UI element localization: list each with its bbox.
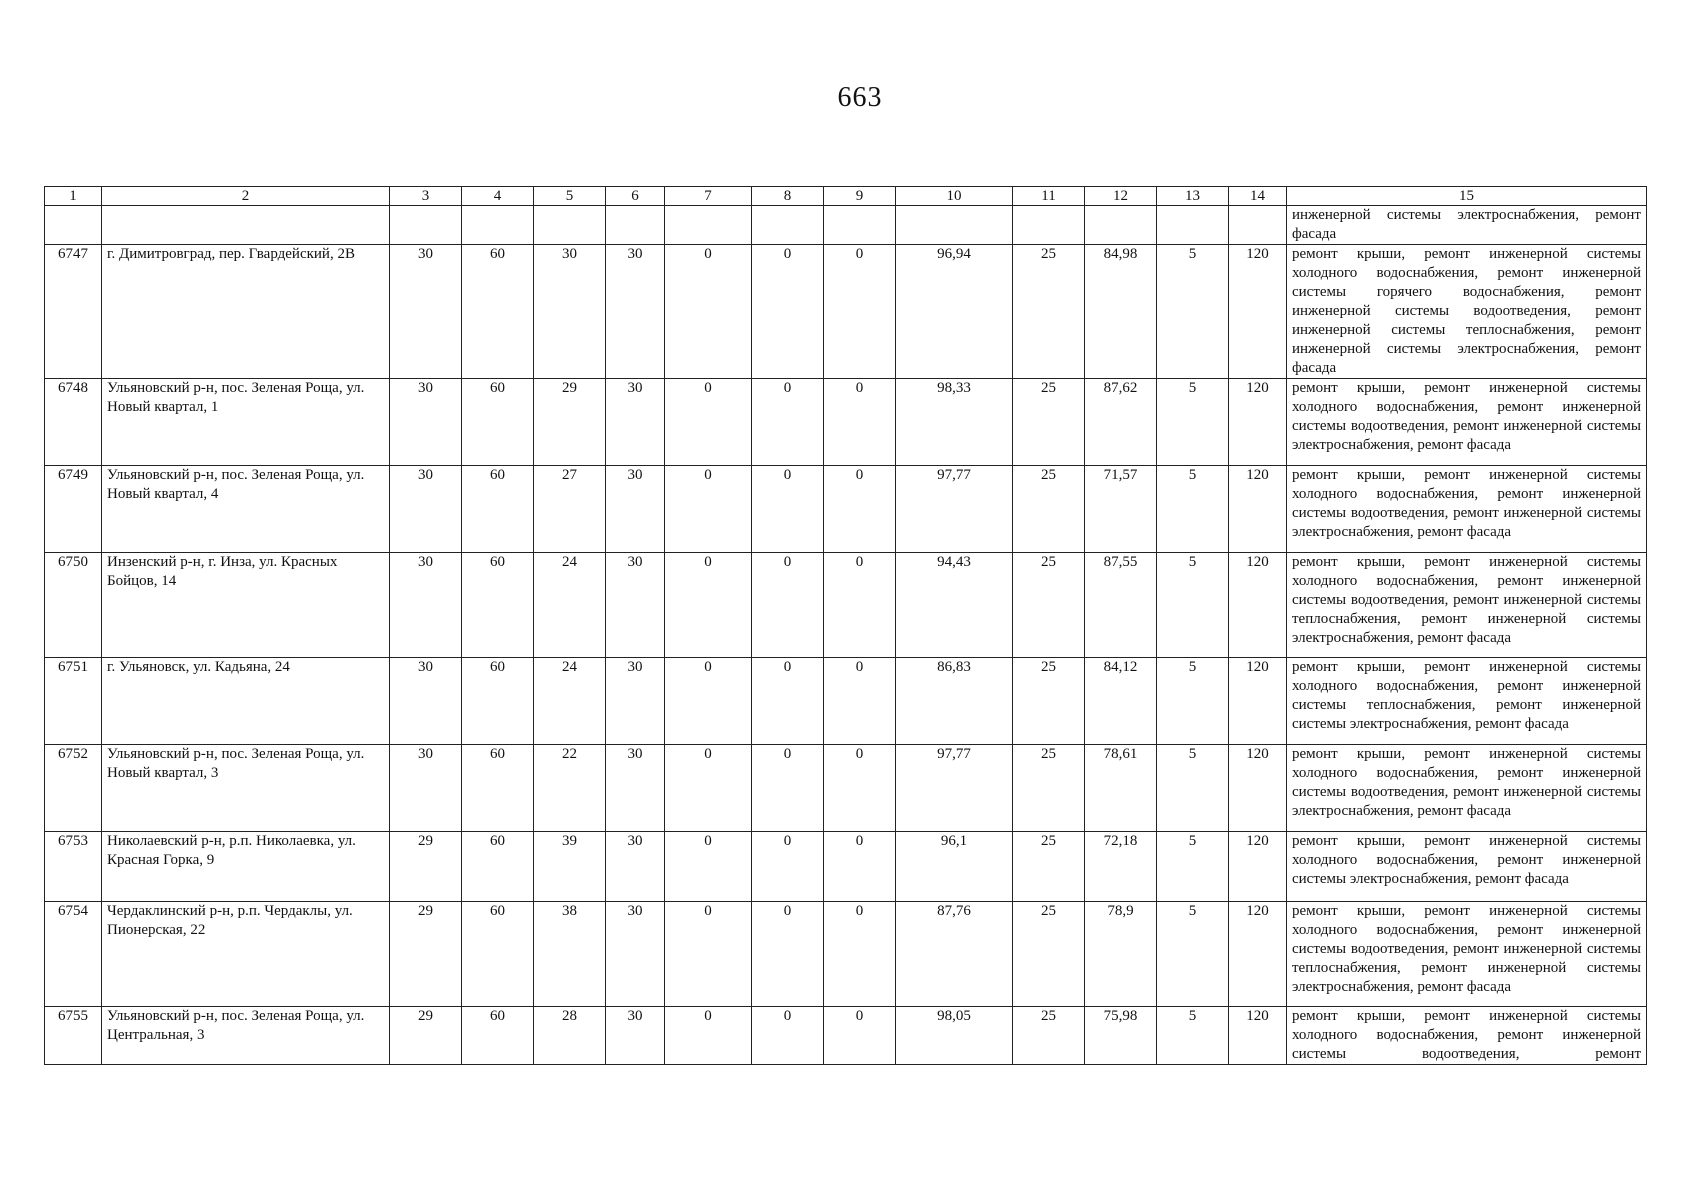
table-row (45, 245, 1647, 379)
value-cell: 27 (534, 466, 606, 553)
row-number-cell: 6755 (45, 1007, 102, 1065)
column-header-1: 1 (45, 187, 102, 206)
continuation-cell (1085, 206, 1157, 245)
value-cell: 5 (1157, 245, 1229, 379)
column-header-7: 7 (665, 187, 752, 206)
value-cell: 120 (1229, 245, 1287, 379)
continuation-cell (824, 206, 896, 245)
value-cell: 28 (534, 1007, 606, 1065)
value-cell: 25 (1013, 745, 1085, 832)
row-number-cell: 6753 (45, 832, 102, 902)
value-cell: 5 (1157, 658, 1229, 745)
value-cell: 96,1 (896, 832, 1013, 902)
row-number-cell: 6748 (45, 379, 102, 466)
continuation-cell (534, 206, 606, 245)
value-cell: 39 (534, 832, 606, 902)
table-row (45, 745, 1647, 832)
value-cell: 97,77 (896, 745, 1013, 832)
column-header-10: 10 (896, 187, 1013, 206)
address-cell: Ульяновский р-н, пос. Зеленая Роща, ул. Новый квартал, 4 (102, 466, 390, 553)
works-cell: ремонт крыши, ремонт инженерной системы холодного водоснабжения, ремонт инженерной системы теплоснабжения, ремонт инженерной системы электроснабжения, ремонт фасада (1287, 658, 1647, 745)
register-table (44, 186, 1647, 1065)
value-cell: 0 (752, 832, 824, 902)
value-cell: 120 (1229, 1007, 1287, 1065)
value-cell: 5 (1157, 379, 1229, 466)
value-cell: 30 (606, 902, 665, 1007)
value-cell: 0 (824, 245, 896, 379)
table-row (45, 553, 1647, 658)
value-cell: 30 (534, 245, 606, 379)
value-cell: 72,18 (1085, 832, 1157, 902)
value-cell: 0 (665, 832, 752, 902)
value-cell: 5 (1157, 745, 1229, 832)
value-cell: 5 (1157, 832, 1229, 902)
value-cell: 25 (1013, 658, 1085, 745)
value-cell: 30 (606, 745, 665, 832)
row-number-cell: 6750 (45, 553, 102, 658)
value-cell: 94,43 (896, 553, 1013, 658)
column-header-2: 2 (102, 187, 390, 206)
value-cell: 120 (1229, 553, 1287, 658)
value-cell: 96,94 (896, 245, 1013, 379)
continuation-cell (102, 206, 390, 245)
table-row (45, 1007, 1647, 1065)
value-cell: 0 (752, 1007, 824, 1065)
value-cell: 87,76 (896, 902, 1013, 1007)
value-cell: 22 (534, 745, 606, 832)
value-cell: 60 (462, 466, 534, 553)
row-number-cell: 6751 (45, 658, 102, 745)
value-cell: 5 (1157, 553, 1229, 658)
works-cell: инженерной системы электроснабжения, ремонт фасада (1287, 206, 1647, 245)
value-cell: 0 (752, 902, 824, 1007)
value-cell: 0 (824, 379, 896, 466)
value-cell: 0 (824, 466, 896, 553)
value-cell: 120 (1229, 379, 1287, 466)
column-header-11: 11 (1013, 187, 1085, 206)
continuation-row (45, 206, 1647, 245)
value-cell: 0 (665, 902, 752, 1007)
continuation-cell (665, 206, 752, 245)
value-cell: 30 (390, 379, 462, 466)
value-cell: 60 (462, 553, 534, 658)
continuation-cell (45, 206, 102, 245)
value-cell: 0 (824, 745, 896, 832)
address-cell: Инзенский р-н, г. Инза, ул. Красных Бойцов, 14 (102, 553, 390, 658)
value-cell: 87,55 (1085, 553, 1157, 658)
value-cell: 25 (1013, 245, 1085, 379)
value-cell: 30 (606, 379, 665, 466)
value-cell: 24 (534, 553, 606, 658)
value-cell: 29 (390, 902, 462, 1007)
value-cell: 120 (1229, 745, 1287, 832)
works-cell: ремонт крыши, ремонт инженерной системы холодного водоснабжения, ремонт инженерной системы водоотведения, ремонт (1287, 1007, 1647, 1065)
value-cell: 30 (606, 832, 665, 902)
value-cell: 0 (752, 658, 824, 745)
value-cell: 0 (824, 832, 896, 902)
works-cell: ремонт крыши, ремонт инженерной системы холодного водоснабжения, ремонт инженерной системы водоотведения, ремонт инженерной системы электроснабжения, ремонт фасада (1287, 745, 1647, 832)
value-cell: 30 (606, 245, 665, 379)
value-cell: 30 (606, 466, 665, 553)
value-cell: 5 (1157, 466, 1229, 553)
address-cell: Ульяновский р-н, пос. Зеленая Роща, ул. Центральная, 3 (102, 1007, 390, 1065)
continuation-cell (896, 206, 1013, 245)
value-cell: 30 (606, 658, 665, 745)
value-cell: 97,77 (896, 466, 1013, 553)
continuation-cell (1157, 206, 1229, 245)
column-header-13: 13 (1157, 187, 1229, 206)
value-cell: 25 (1013, 832, 1085, 902)
table-row (45, 658, 1647, 745)
value-cell: 87,62 (1085, 379, 1157, 466)
address-cell: Ульяновский р-н, пос. Зеленая Роща, ул. Новый квартал, 3 (102, 745, 390, 832)
continuation-cell (752, 206, 824, 245)
row-number-cell: 6747 (45, 245, 102, 379)
value-cell: 84,12 (1085, 658, 1157, 745)
value-cell: 25 (1013, 902, 1085, 1007)
value-cell: 120 (1229, 466, 1287, 553)
page-number: 663 (837, 82, 883, 113)
address-cell: Николаевский р-н, р.п. Николаевка, ул. Красная Горка, 9 (102, 832, 390, 902)
column-header-5: 5 (534, 187, 606, 206)
value-cell: 0 (752, 379, 824, 466)
value-cell: 5 (1157, 1007, 1229, 1065)
works-cell: ремонт крыши, ремонт инженерной системы холодного водоснабжения, ремонт инженерной системы водоотведения, ремонт инженерной системы теплоснабжения, ремонт инженерной системы электроснабжения, ремонт фасада (1287, 902, 1647, 1007)
value-cell: 25 (1013, 466, 1085, 553)
value-cell: 38 (534, 902, 606, 1007)
value-cell: 120 (1229, 902, 1287, 1007)
continuation-cell (1013, 206, 1085, 245)
row-number-cell: 6752 (45, 745, 102, 832)
value-cell: 30 (390, 658, 462, 745)
row-number-cell: 6749 (45, 466, 102, 553)
value-cell: 0 (665, 379, 752, 466)
value-cell: 25 (1013, 1007, 1085, 1065)
value-cell: 120 (1229, 832, 1287, 902)
continuation-cell (606, 206, 665, 245)
value-cell: 0 (665, 245, 752, 379)
continuation-cell (462, 206, 534, 245)
column-header-15: 15 (1287, 187, 1647, 206)
value-cell: 30 (390, 466, 462, 553)
value-cell: 60 (462, 245, 534, 379)
value-cell: 78,61 (1085, 745, 1157, 832)
value-cell: 0 (665, 1007, 752, 1065)
value-cell: 98,33 (896, 379, 1013, 466)
value-cell: 30 (390, 745, 462, 832)
value-cell: 60 (462, 902, 534, 1007)
works-cell: ремонт крыши, ремонт инженерной системы холодного водоснабжения, ремонт инженерной системы водоотведения, ремонт инженерной системы электроснабжения, ремонт фасада (1287, 379, 1647, 466)
value-cell: 30 (606, 553, 665, 658)
table-row (45, 379, 1647, 466)
table-row (45, 902, 1647, 1007)
value-cell: 30 (606, 1007, 665, 1065)
value-cell: 71,57 (1085, 466, 1157, 553)
continuation-cell (390, 206, 462, 245)
value-cell: 24 (534, 658, 606, 745)
value-cell: 29 (390, 832, 462, 902)
value-cell: 78,9 (1085, 902, 1157, 1007)
column-header-4: 4 (462, 187, 534, 206)
value-cell: 0 (665, 658, 752, 745)
value-cell: 60 (462, 832, 534, 902)
works-cell: ремонт крыши, ремонт инженерной системы холодного водоснабжения, ремонт инженерной системы электроснабжения, ремонт фасада (1287, 832, 1647, 902)
column-header-14: 14 (1229, 187, 1287, 206)
value-cell: 120 (1229, 658, 1287, 745)
value-cell: 25 (1013, 553, 1085, 658)
value-cell: 0 (752, 245, 824, 379)
value-cell: 0 (824, 902, 896, 1007)
value-cell: 84,98 (1085, 245, 1157, 379)
value-cell: 30 (390, 245, 462, 379)
value-cell: 86,83 (896, 658, 1013, 745)
column-header-6: 6 (606, 187, 665, 206)
value-cell: 60 (462, 379, 534, 466)
address-cell: Чердаклинский р-н, р.п. Чердаклы, ул. Пионерская, 22 (102, 902, 390, 1007)
value-cell: 0 (665, 745, 752, 832)
value-cell: 60 (462, 658, 534, 745)
table-row (45, 832, 1647, 902)
value-cell: 0 (824, 553, 896, 658)
column-header-9: 9 (824, 187, 896, 206)
value-cell: 0 (752, 745, 824, 832)
column-header-3: 3 (390, 187, 462, 206)
value-cell: 5 (1157, 902, 1229, 1007)
address-cell: г. Ульяновск, ул. Кадьяна, 24 (102, 658, 390, 745)
table-row (45, 466, 1647, 553)
value-cell: 0 (824, 1007, 896, 1065)
address-cell: Ульяновский р-н, пос. Зеленая Роща, ул. Новый квартал, 1 (102, 379, 390, 466)
value-cell: 0 (665, 553, 752, 658)
column-header-8: 8 (752, 187, 824, 206)
value-cell: 98,05 (896, 1007, 1013, 1065)
value-cell: 0 (665, 466, 752, 553)
value-cell: 60 (462, 1007, 534, 1065)
column-header-12: 12 (1085, 187, 1157, 206)
value-cell: 0 (752, 466, 824, 553)
works-cell: ремонт крыши, ремонт инженерной системы холодного водоснабжения, ремонт инженерной системы водоотведения, ремонт инженерной системы теплоснабжения, ремонт инженерной системы электроснабжения, ремонт фасада (1287, 553, 1647, 658)
value-cell: 0 (752, 553, 824, 658)
works-cell: ремонт крыши, ремонт инженерной системы холодного водоснабжения, ремонт инженерной системы горячего водоснабжения, ремонт инженерной системы водоотведения, ремонт инженерной системы теплоснабжения, ремонт инженерной системы электроснабжения, ремонт фасада (1287, 245, 1647, 379)
table-body (45, 187, 1647, 1065)
value-cell: 75,98 (1085, 1007, 1157, 1065)
value-cell: 0 (824, 658, 896, 745)
value-cell: 30 (390, 553, 462, 658)
value-cell: 29 (534, 379, 606, 466)
value-cell: 60 (462, 745, 534, 832)
works-cell: ремонт крыши, ремонт инженерной системы холодного водоснабжения, ремонт инженерной системы водоотведения, ремонт инженерной системы электроснабжения, ремонт фасада (1287, 466, 1647, 553)
header-row (45, 187, 1647, 206)
value-cell: 29 (390, 1007, 462, 1065)
continuation-cell (1229, 206, 1287, 245)
value-cell: 25 (1013, 379, 1085, 466)
address-cell: г. Димитровград, пер. Гвардейский, 2В (102, 245, 390, 379)
row-number-cell: 6754 (45, 902, 102, 1007)
